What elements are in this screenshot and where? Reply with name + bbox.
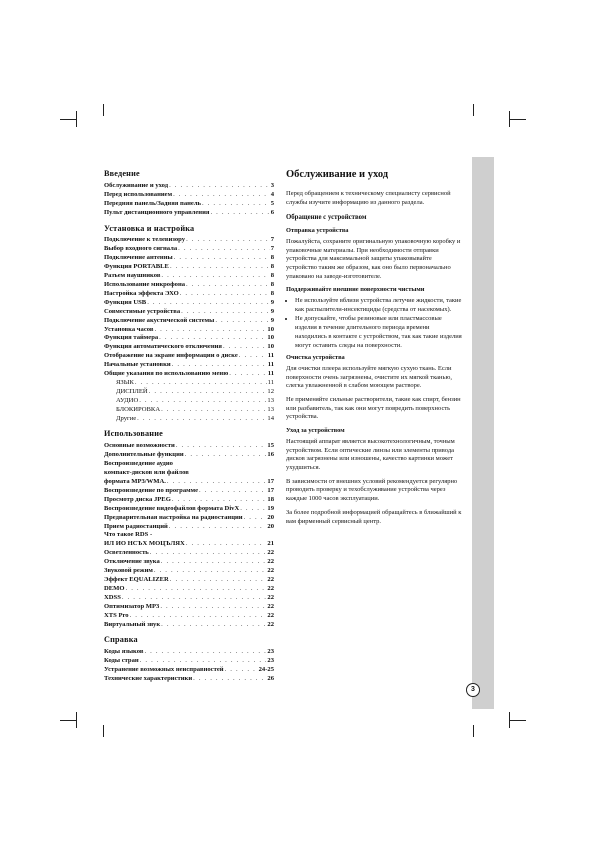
toc-leader-dots xyxy=(154,567,267,576)
toc-entry-label: Виртуальный звук xyxy=(104,620,161,628)
toc-leader-dots xyxy=(161,406,266,415)
toc-entry[interactable] xyxy=(104,397,274,406)
toc-entry-label: Перед использованием xyxy=(104,190,173,198)
toc-entry[interactable] xyxy=(104,478,274,487)
toc-entry[interactable] xyxy=(104,675,274,684)
toc-leader-dots xyxy=(178,245,270,254)
toc-leader-dots xyxy=(186,236,270,245)
toc-entry-page: 8 xyxy=(270,254,274,262)
toc-entry[interactable] xyxy=(104,379,274,388)
toc-leader-dots xyxy=(225,666,258,675)
toc-entry-label: Отображение на экране информации о диске xyxy=(104,352,238,360)
toc-entry-label: Подключение акустической системы xyxy=(104,316,215,324)
toc-leader-dots xyxy=(169,523,267,532)
toc-entry-label: Пульт дистанционного управления xyxy=(104,208,210,216)
toc-leader-dots xyxy=(170,263,270,272)
toc-entry-page: 7 xyxy=(270,245,274,253)
toc-leader-dots xyxy=(186,540,267,549)
toc-entry-label: Функция USB xyxy=(104,298,147,306)
toc-entry[interactable] xyxy=(104,290,274,299)
toc-entry[interactable] xyxy=(104,263,274,272)
toc-entry-label: ИЛ ИО НСЪХ МОЦЪЛЯХ xyxy=(104,540,185,548)
crop-mark xyxy=(76,712,77,728)
toc-entry-label: Совместимые устройства xyxy=(104,307,181,315)
toc-entry-page: 20 xyxy=(267,522,274,530)
toc-leader-dots xyxy=(174,254,270,263)
side-tab-bar xyxy=(472,157,494,709)
toc-entry-label: формата MP3/WMA. xyxy=(104,478,166,485)
toc-entry-page: 22 xyxy=(267,567,274,575)
care-paragraph: В зависимости от внешних условий рекомендуется регулярно проводить проверку и техобслуживание устройства через каждые 1000 часов эксплуатации. xyxy=(286,477,458,503)
main-column xyxy=(286,168,462,531)
toc-entry[interactable] xyxy=(104,388,274,397)
toc-entry[interactable] xyxy=(104,594,274,603)
toc-entry[interactable] xyxy=(104,254,274,263)
toc-entry-page: 23 xyxy=(267,648,274,656)
cleaning-paragraph: Для очистки плеера используйте мягкую сухую ткань. Если поверхности очень загрязнены, очистите их мягкой тканью, слегка увлажненной в слабом моющем растворе. xyxy=(286,364,452,390)
toc-entry[interactable] xyxy=(104,245,274,254)
toc-entry-label: Коды стран xyxy=(104,657,139,665)
toc-entry-page: 22 xyxy=(267,593,274,601)
toc-entry-page: 6 xyxy=(270,208,274,216)
toc-entry[interactable] xyxy=(104,299,274,308)
toc-leader-dots xyxy=(185,451,267,460)
toc-leader-dots xyxy=(172,496,267,505)
toc-leader-dots xyxy=(161,621,266,630)
toc-leader-dots xyxy=(210,209,269,218)
subsection-heading: Уход за устройством xyxy=(286,427,345,435)
toc-entry[interactable] xyxy=(104,236,274,245)
toc-entry[interactable] xyxy=(104,496,274,505)
crop-mark xyxy=(103,725,104,737)
toc-entry-label: XDSS xyxy=(104,593,121,601)
toc-entry[interactable] xyxy=(104,540,274,549)
toc-entry-label: Передняя панель/Задняя панель xyxy=(104,199,202,207)
toc-entry[interactable] xyxy=(104,487,274,496)
page-title: Обслуживание и уход xyxy=(286,169,389,180)
cleaning-paragraph: Не применяйте сильные растворители, такие как спирт, бензин или разбавитель, так как они могут повредить поверхность устройства. xyxy=(286,396,461,421)
toc-entry[interactable] xyxy=(104,523,274,532)
toc-entry-label: Функция PORTABLE xyxy=(104,263,169,271)
toc-entry-page: 17 xyxy=(267,486,274,494)
toc-entry[interactable] xyxy=(104,200,274,209)
toc-leader-dots xyxy=(137,415,266,424)
toc-entry-page: 12 xyxy=(267,387,274,395)
toc-entry-label: Прием радиостанций xyxy=(104,522,168,530)
toc-entry-label: DEMO xyxy=(104,584,125,592)
toc-entry-page: 10 xyxy=(267,343,274,351)
toc-entry-page: 19 xyxy=(267,504,274,512)
toc-section-title: Использование xyxy=(104,429,163,439)
toc-entry-page: 3 xyxy=(270,181,274,189)
toc-entry[interactable] xyxy=(104,576,274,585)
toc-leader-dots xyxy=(215,317,269,326)
crop-mark xyxy=(60,720,76,721)
toc-entry[interactable] xyxy=(104,191,274,200)
toc-entry-page: 15 xyxy=(267,442,274,450)
subsection-heading: Поддерживайте внешние поверхности чистыми xyxy=(286,286,425,294)
toc-leader-dots xyxy=(199,487,266,496)
toc-entry-page: 10 xyxy=(267,334,274,342)
toc-leader-dots xyxy=(173,191,270,200)
toc-entry-label: Начальные установки xyxy=(104,361,171,369)
toc-entry[interactable] xyxy=(104,612,274,621)
toc-entry-label: Установка часов xyxy=(104,325,154,333)
toc-entry-page: 22 xyxy=(267,549,274,557)
care-paragraph: Настоящий аппарат является высокотехнологичным, точным устройством. Если оптические линзы или элементы привода дисков загрязнены или изношены, качество картинки может ухудшиться. xyxy=(286,437,455,471)
toc-entry[interactable]: Воспроизведение аудио xyxy=(104,460,173,468)
toc-entry[interactable] xyxy=(104,281,274,290)
toc-entry[interactable] xyxy=(104,666,274,675)
toc-entry-label: XTS Pro xyxy=(104,611,129,619)
crop-mark xyxy=(76,111,77,127)
toc-entry-label: Другие xyxy=(116,414,137,422)
toc-leader-dots xyxy=(150,549,267,558)
toc-entry-page: 8 xyxy=(270,272,274,280)
toc-entry-page: 22 xyxy=(267,602,274,610)
toc-entry-label: Использование микрофона xyxy=(104,280,186,288)
shipping-paragraph: Пожалуйста, сохраните оригинальную упаковочную коробку и упаковочные материалы. При необходимости отправки устройства для максимальной защиты упаковывайте устройство таким же образом, как оно было первоначально упаковано на заводе-изготовителе. xyxy=(286,237,461,280)
toc-entry-page: 11 xyxy=(267,378,274,386)
toc-entry[interactable] xyxy=(104,415,274,424)
crop-mark xyxy=(103,104,104,116)
toc-entry-page: 21 xyxy=(267,540,274,548)
toc-entry[interactable] xyxy=(104,657,274,666)
toc-entry-label: Общие указания по использованию меню xyxy=(104,370,229,378)
toc-entry[interactable]: компакт-дисков или файлов xyxy=(104,469,189,477)
subsection-heading: Отправка устройства xyxy=(286,227,349,235)
toc-leader-dots xyxy=(244,514,267,523)
toc-entry-page: 5 xyxy=(270,199,274,207)
toc-leader-dots xyxy=(202,200,270,209)
toc-entry-page: 9 xyxy=(270,316,274,324)
toc-leader-dots xyxy=(172,361,267,370)
toc-entry-page: 13 xyxy=(267,405,274,413)
toc-leader-dots xyxy=(193,675,266,684)
toc-entry-label: Оптимизатор MP3 xyxy=(104,602,160,610)
toc-entry-label: Настройка эффекта ЭХО xyxy=(104,289,179,297)
toc-entry-page: 11 xyxy=(267,352,274,360)
toc-entry-label: Отключение звука xyxy=(104,558,160,566)
toc-entry-label: Осветленность xyxy=(104,549,149,557)
toc-entry-label: Звуковой режим xyxy=(104,567,153,575)
page-number: 3 xyxy=(466,683,480,697)
toc-entry-page: 14 xyxy=(267,414,274,422)
toc-entry[interactable] xyxy=(104,272,274,281)
toc-leader-dots xyxy=(161,558,267,567)
toc-leader-dots xyxy=(135,379,267,388)
toc-leader-dots xyxy=(161,272,269,281)
toc-entry[interactable] xyxy=(104,343,274,352)
toc-entry[interactable] xyxy=(104,326,274,335)
toc-entry-page: 13 xyxy=(267,396,274,404)
toc-entry-label: АУДИО xyxy=(116,396,139,404)
toc-entry[interactable] xyxy=(104,317,274,326)
list-item: • Не используйте вблизи устройства летучие жидкости, такие как распылители-инсектициды (средства от насекомых). xyxy=(295,297,462,314)
toc-leader-dots xyxy=(159,334,266,343)
toc-entry-label: Выбор входного сигнала xyxy=(104,245,178,253)
toc-leader-dots xyxy=(144,648,266,657)
toc-leader-dots xyxy=(180,290,270,299)
toc-leader-dots xyxy=(139,397,266,406)
toc-entry-label: Технические характеристики xyxy=(104,675,193,683)
toc-entry[interactable] xyxy=(104,514,274,523)
toc-entry-page: 11 xyxy=(267,361,274,369)
toc-leader-dots xyxy=(181,308,270,317)
toc-leader-dots xyxy=(149,388,267,397)
toc-entry[interactable] xyxy=(104,406,274,415)
toc-entry-page: 23 xyxy=(267,657,274,665)
toc-entry[interactable] xyxy=(104,308,274,317)
toc-entry[interactable] xyxy=(104,549,274,558)
toc-leader-dots xyxy=(169,182,270,191)
toc-entry-label: Предварительная настройка на радиостанции xyxy=(104,513,243,521)
toc-entry-page: 16 xyxy=(267,451,274,459)
crop-mark xyxy=(510,720,526,721)
toc-entry-page: 22 xyxy=(267,558,274,566)
toc-leader-dots xyxy=(170,576,267,585)
toc-entry-label: Функция таймера xyxy=(104,334,159,342)
toc-entry[interactable] xyxy=(104,442,274,451)
toc-entry-page: 10 xyxy=(267,325,274,333)
crop-mark xyxy=(60,119,76,120)
toc-entry-page: 18 xyxy=(267,495,274,503)
toc-leader-dots xyxy=(229,370,267,379)
toc-entry[interactable] xyxy=(104,182,274,191)
toc-entry-label: Дополнительные функции xyxy=(104,451,184,459)
toc-leader-dots xyxy=(176,442,267,451)
toc-entry-page: 8 xyxy=(270,280,274,288)
crop-mark xyxy=(510,119,526,120)
toc-entry[interactable] xyxy=(104,558,274,567)
toc-entry-page: 4 xyxy=(270,190,274,198)
list-item: • Не допускайте, чтобы резиновые или пластмассовые изделия в течение длительного периода времени находились в контакте с устройством, так как такие изделия могут оставить следы на поверхности. xyxy=(295,315,462,350)
table-of-contents xyxy=(104,170,274,684)
toc-entry-label: Разъем наушников xyxy=(104,272,161,280)
toc-leader-dots xyxy=(239,352,267,361)
toc-entry[interactable] xyxy=(104,209,274,218)
toc-entry-label: Эффект EQUALIZER xyxy=(104,575,169,583)
toc-entry-label: Функция автоматического отключения xyxy=(104,343,222,351)
toc-leader-dots xyxy=(140,657,267,666)
toc-entry-label: Воспроизведение видеофайлов формата DivX xyxy=(104,504,240,512)
toc-entry[interactable] xyxy=(104,648,274,657)
toc-entry-page: 8 xyxy=(270,289,274,297)
toc-leader-dots xyxy=(240,505,266,514)
toc-entry-page: 22 xyxy=(267,575,274,583)
intro-paragraph: Перед обращением к техническому специалисту сервисной службы изучите информацию из данного раздела. xyxy=(286,190,451,206)
subsection-heading: Очистка устройства xyxy=(286,354,345,362)
toc-entry-page: 7 xyxy=(270,236,274,244)
toc-entry-label: Подключение антенны xyxy=(104,254,173,262)
toc-section-title: Установка и настройка xyxy=(104,223,195,233)
toc-entry-label: Подключение к телевизору xyxy=(104,236,186,244)
toc-section-title: Введение xyxy=(104,169,140,178)
toc-entry-label: Обслуживание и уход xyxy=(104,181,169,189)
toc-entry-page: 22 xyxy=(267,620,274,628)
crop-mark xyxy=(473,725,474,737)
toc-entry-label: Воспроизведение по программе xyxy=(104,486,199,494)
toc-leader-dots xyxy=(223,343,266,352)
toc-entry-label: ДИСПЛЕЙ xyxy=(116,387,148,395)
toc-entry-label: Устранение возможных неисправностей xyxy=(104,666,224,674)
toc-leader-dots xyxy=(130,612,267,621)
care-paragraph: За более подробной информацией обращайтесь в ближайший к вам фирменный сервисный центр. xyxy=(286,508,462,525)
toc-entry[interactable] xyxy=(104,505,274,514)
toc-entry[interactable] xyxy=(104,361,274,370)
toc-leader-dots xyxy=(154,326,266,335)
toc-entry-page: 11 xyxy=(267,370,274,378)
toc-entry-label: Просмотр диска JPEG xyxy=(104,495,171,503)
toc-entry-page: 17 xyxy=(267,478,274,485)
toc-entry[interactable] xyxy=(104,334,274,343)
toc-entry-page: 9 xyxy=(270,298,274,306)
crop-mark xyxy=(473,104,474,116)
toc-leader-dots xyxy=(167,478,267,487)
toc-entry-page: 8 xyxy=(270,263,274,271)
toc-entry-page: 22 xyxy=(267,584,274,592)
toc-section-title: Справка xyxy=(104,635,138,645)
toc-entry[interactable] xyxy=(104,603,274,612)
toc-entry-page: 9 xyxy=(270,307,274,315)
toc-entry[interactable]: Что такое RDS - xyxy=(104,531,153,539)
toc-entry-page: 22 xyxy=(267,611,274,619)
toc-leader-dots xyxy=(126,585,267,594)
toc-leader-dots xyxy=(122,594,267,603)
toc-entry-label: Коды языков xyxy=(104,648,144,656)
toc-entry[interactable] xyxy=(104,451,274,460)
toc-entry[interactable] xyxy=(104,621,274,630)
toc-entry-page: 26 xyxy=(267,675,274,683)
toc-leader-dots xyxy=(160,603,266,612)
toc-entry-page: 24-25 xyxy=(258,666,274,674)
toc-entry-label: Основные возможности xyxy=(104,442,175,450)
toc-entry[interactable] xyxy=(104,370,274,379)
surfaces-list xyxy=(286,297,462,350)
toc-entry-page: 20 xyxy=(267,513,274,521)
toc-entry-label: ЯЗЫК xyxy=(116,378,134,386)
toc-leader-dots xyxy=(147,299,270,308)
toc-entry-label: БЛОКИРОВКА xyxy=(116,405,161,413)
toc-entry[interactable] xyxy=(104,567,274,576)
toc-leader-dots xyxy=(186,281,270,290)
toc-entry[interactable] xyxy=(104,352,274,361)
section-heading: Обращение с устройством xyxy=(286,214,367,222)
toc-entry[interactable] xyxy=(104,585,274,594)
